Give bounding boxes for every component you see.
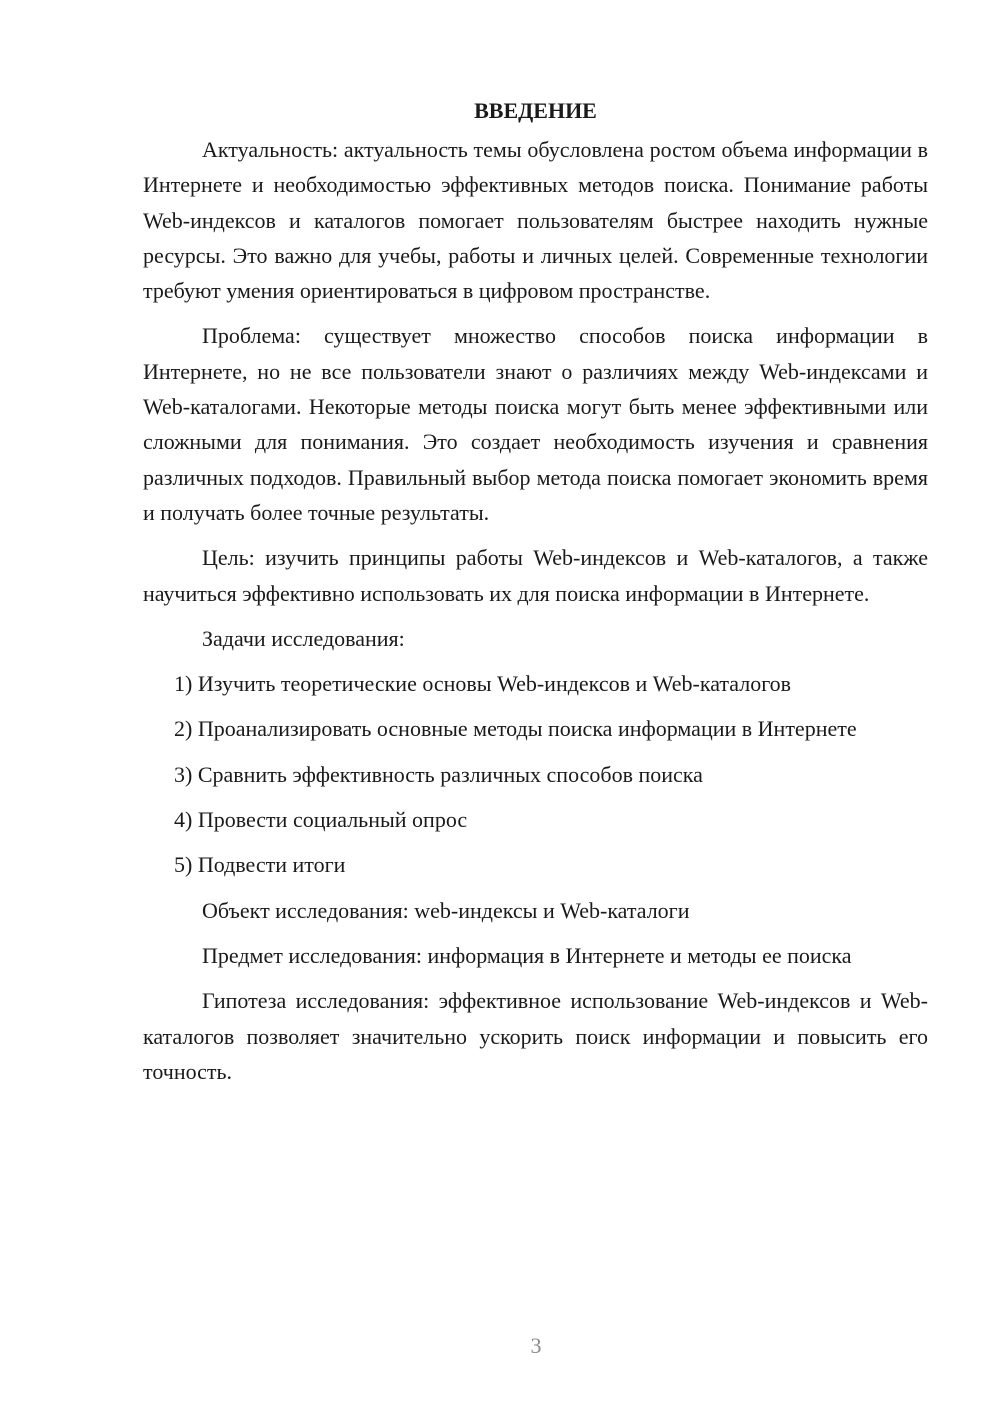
paragraph-hypothesis: Гипотеза исследования: эффективное использование Web-индексов и Web-каталогов позволяет значительно ускорить поиск информации и повысить его точность. — [143, 988, 928, 1084]
paragraph-goal: Цель: изучить принципы работы Web-индексов и Web-каталогов, а также научиться эффективно использовать их для поиска информации в Интернете. — [143, 545, 928, 606]
task-item-3: 3) Сравнить эффективность различных способов поиска — [174, 761, 703, 787]
task-item-1: 1) Изучить теоретические основы Web-индексов и Web-каталогов — [174, 671, 792, 697]
paragraph-problem: Проблема: существует множество способов поиска информации в Интернете, но не все пользователи знают о различиях между Web-индексами и Web-каталогами. Некоторые методы поиска могут быть менее эффективными или сложными для понимания. Это создает необходимость изучения и сравнения различных подходов. Правильный выбор метода поиска помогает экономить время и получать более точные результаты. — [143, 323, 928, 525]
paragraph-object: Объект исследования: web-индексы и Web-каталоги — [202, 897, 690, 923]
task-item-2: 2) Проанализировать основные методы поиска информации в Интернете — [174, 716, 857, 742]
page-number: 3 — [530, 1333, 542, 1358]
document-page — [143, 94, 928, 1099]
tasks-heading: Задачи исследования: — [202, 625, 405, 651]
task-item-4: 4) Провести социальный опрос — [174, 807, 468, 833]
paragraph-relevance: Актуальность: актуальность темы обусловлена ростом объема информации в Интернете и необходимостью эффективных методов поиска. Понимание работы Web-индексов и каталогов помогает пользователям быстрее находить нужные ресурсы. Это важно для учебы, работы и личных целей. Современные технологии требуют умения ориентироваться в цифровом пространстве. — [143, 137, 928, 304]
task-item-5: 5) Подвести итоги — [174, 852, 346, 878]
section-title: ВВЕДЕНИЕ — [474, 98, 597, 123]
paragraph-subject: Предмет исследования: информация в Интернете и методы ее поиска — [202, 942, 852, 968]
